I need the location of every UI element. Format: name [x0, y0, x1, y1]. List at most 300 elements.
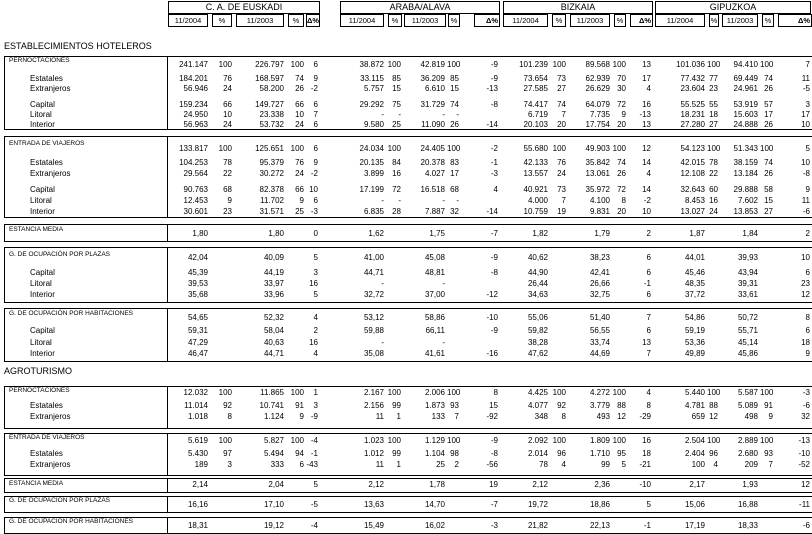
data-cell: 66 — [295, 100, 304, 109]
data-cell: 18 — [709, 110, 718, 119]
data-cell: 43,94 — [737, 268, 758, 277]
row-separator — [168, 241, 812, 242]
data-cell: 48,81 — [424, 268, 445, 277]
data-cell: -4 — [310, 521, 318, 530]
row-separator — [168, 56, 812, 57]
data-cell: -9 — [490, 74, 498, 83]
data-cell: 27 — [764, 207, 773, 216]
block-label-box — [4, 56, 168, 130]
data-cell: 6 — [646, 268, 651, 277]
data-cell: 5.494 — [263, 449, 284, 458]
block-title: ESTANCIA MEDIA — [9, 480, 64, 487]
data-cell: 59,82 — [527, 326, 548, 335]
data-cell: 35.972 — [585, 185, 610, 194]
data-cell: 1 — [396, 412, 401, 421]
row-label: Extranjeros — [30, 169, 71, 178]
data-cell: 99 — [392, 401, 401, 410]
column-header: % — [552, 14, 566, 27]
data-cell: 1.809 — [589, 436, 610, 445]
data-cell: 66,11 — [425, 326, 445, 335]
block-title: PERNOCTACIONES — [9, 387, 70, 394]
region-header: BIZKAIA — [503, 1, 653, 14]
data-cell: 100 — [290, 144, 304, 153]
data-cell: -56 — [486, 460, 498, 469]
data-cell: 23 — [709, 84, 718, 93]
data-cell: 13.027 — [680, 207, 705, 216]
block-title: G. DE OCUPACIÓN POR HABITACIONES — [9, 310, 133, 317]
column-header: % — [388, 14, 402, 27]
data-cell: 7.602 — [737, 196, 758, 205]
data-cell: -3 — [490, 521, 498, 530]
data-cell: 6 — [805, 326, 810, 335]
data-cell: 29.564 — [183, 169, 208, 178]
data-cell: 11.090 — [421, 120, 445, 129]
column-header: % — [448, 14, 460, 27]
data-cell: 24 — [223, 84, 232, 93]
data-cell: 184.201 — [179, 74, 208, 83]
data-cell: 241.147 — [179, 60, 208, 69]
data-cell: 24.950 — [183, 110, 208, 119]
data-cell: 76 — [295, 158, 304, 167]
row-separator — [168, 217, 812, 218]
data-cell: 25 — [436, 460, 445, 469]
data-cell: 51.343 — [733, 144, 758, 153]
data-cell: 94.410 — [733, 60, 758, 69]
data-cell: 16,88 — [737, 500, 758, 509]
data-cell: 2.167 — [363, 388, 384, 397]
data-cell: 54.123 — [680, 144, 705, 153]
data-cell: -6 — [802, 401, 810, 410]
data-cell: 26 — [764, 84, 773, 93]
data-cell: -1 — [643, 521, 651, 530]
row-separator — [168, 386, 812, 387]
data-cell: 62.939 — [585, 74, 610, 83]
data-cell: 26 — [764, 169, 773, 178]
row-label: Estatales — [30, 449, 63, 458]
data-cell: 58 — [764, 185, 773, 194]
column-header: Δ% — [307, 16, 320, 25]
data-cell: 1.710 — [589, 449, 610, 458]
data-cell: 100 — [760, 144, 774, 153]
data-cell: - — [381, 279, 384, 288]
data-cell: 100 — [218, 60, 232, 69]
data-cell: 18,31 — [187, 521, 208, 530]
data-cell: 19,72 — [527, 500, 548, 509]
data-cell: 85 — [450, 74, 459, 83]
data-cell: 9 — [621, 110, 626, 119]
data-cell: 46,47 — [187, 349, 208, 358]
column-header: % — [288, 14, 304, 27]
data-cell: 6 — [646, 290, 651, 299]
data-cell: 11 — [801, 196, 810, 205]
data-cell: -3 — [490, 169, 498, 178]
data-cell: 17 — [642, 74, 651, 83]
data-cell: 88 — [617, 401, 626, 410]
data-cell: -52 — [798, 460, 810, 469]
data-cell: 44,71 — [363, 268, 384, 277]
column-header: Δ% — [474, 14, 500, 27]
data-cell: 12 — [709, 412, 718, 421]
data-cell: 92 — [223, 401, 232, 410]
data-cell: 16 — [642, 436, 651, 445]
data-cell: 5.587 — [737, 388, 758, 397]
data-cell: 1,93 — [742, 480, 758, 489]
data-cell: 5 — [313, 253, 318, 262]
data-cell: 45,39 — [187, 268, 208, 277]
data-cell: 4 — [313, 313, 318, 322]
data-cell: 47,29 — [187, 338, 208, 347]
data-cell: 1,78 — [429, 480, 445, 489]
data-cell: 18 — [642, 449, 651, 458]
data-cell: 4 — [646, 169, 651, 178]
data-cell: 73.654 — [523, 74, 548, 83]
data-cell: 13 — [642, 60, 651, 69]
data-cell: 12 — [801, 480, 810, 489]
data-cell: 4 — [313, 349, 318, 358]
data-cell: 99 — [601, 460, 610, 469]
data-cell: 59,19 — [684, 326, 705, 335]
block-title: PERNOCTACIONES — [9, 57, 70, 64]
data-cell: 22 — [223, 169, 232, 178]
data-cell: 37,00 — [424, 290, 445, 299]
data-cell: 45,08 — [424, 253, 445, 262]
data-cell: 6.835 — [363, 207, 384, 216]
data-cell: 100 — [290, 60, 304, 69]
data-cell: 8 — [621, 196, 626, 205]
data-cell: 100 — [447, 60, 461, 69]
data-cell: - — [456, 196, 459, 205]
row-label: Litoral — [30, 279, 52, 288]
data-cell: 1.104 — [424, 449, 445, 458]
data-cell: 93 — [450, 401, 459, 410]
data-cell: 42,41 — [589, 268, 610, 277]
data-cell: 7 — [561, 196, 566, 205]
data-cell: 12 — [801, 290, 810, 299]
data-cell: 2,12 — [368, 480, 384, 489]
data-cell: -1 — [490, 158, 498, 167]
data-cell: 25 — [295, 207, 304, 216]
data-cell: -9 — [490, 253, 498, 262]
column-header: % — [762, 14, 774, 27]
data-cell: 55,06 — [527, 313, 548, 322]
data-cell: 74 — [295, 74, 304, 83]
data-cell: 13 — [642, 120, 651, 129]
data-cell: 21,82 — [527, 521, 548, 530]
data-cell: 5.430 — [187, 449, 208, 458]
data-cell: 7 — [646, 313, 651, 322]
data-cell: 100 — [760, 60, 774, 69]
data-cell: 26 — [450, 120, 459, 129]
data-cell: 9 — [768, 412, 773, 421]
data-cell: 17 — [450, 169, 459, 178]
data-cell: -13 — [639, 110, 651, 119]
row-label: Capital — [30, 185, 55, 194]
data-cell: 6 — [313, 60, 318, 69]
data-cell: 20.103 — [523, 120, 548, 129]
data-cell: 15,06 — [684, 500, 705, 509]
data-cell: 6 — [313, 100, 318, 109]
column-header: 11/2004 — [340, 14, 384, 27]
data-cell: 5.619 — [187, 436, 208, 445]
data-cell: 24.034 — [359, 144, 384, 153]
data-cell: 32 — [450, 207, 459, 216]
data-cell: 45,86 — [737, 349, 758, 358]
data-cell: 2.680 — [737, 449, 758, 458]
data-cell: - — [442, 279, 445, 288]
data-cell: 100 — [218, 436, 232, 445]
data-cell: 22 — [709, 169, 718, 178]
data-cell: 100 — [612, 388, 626, 397]
data-cell: 5 — [313, 290, 318, 299]
data-cell: -10 — [639, 480, 651, 489]
block-title: G. DE OCUPACIÓN POR PLAZAS — [9, 251, 111, 258]
data-cell: 1,82 — [532, 229, 548, 238]
data-cell: 12.108 — [680, 169, 705, 178]
data-cell: -1 — [310, 449, 318, 458]
data-cell: 15 — [489, 401, 498, 410]
row-label: Capital — [30, 326, 55, 335]
data-cell: 101.036 — [676, 60, 705, 69]
data-cell: 209 — [744, 460, 758, 469]
column-header: % — [212, 14, 232, 27]
data-cell: - — [456, 110, 459, 119]
data-cell: 42,04 — [187, 253, 208, 262]
data-cell: 30.601 — [183, 207, 208, 216]
row-separator — [168, 129, 812, 130]
data-cell: 20.135 — [359, 158, 384, 167]
data-cell: 23 — [223, 207, 232, 216]
data-cell: 33,97 — [263, 279, 284, 288]
data-cell: 35,08 — [363, 349, 384, 358]
data-cell: -10 — [798, 449, 810, 458]
data-cell: 10 — [642, 207, 651, 216]
data-cell: 31.571 — [259, 207, 284, 216]
data-cell: 4 — [646, 388, 651, 397]
data-cell: 40,63 — [263, 338, 284, 347]
data-cell: 125.651 — [255, 144, 284, 153]
data-cell: 58,86 — [424, 313, 445, 322]
column-header: 11/2004 — [503, 14, 548, 27]
data-cell: 68 — [450, 185, 459, 194]
data-cell: -3 — [310, 207, 318, 216]
data-cell: 34,63 — [527, 290, 548, 299]
data-cell: 5 — [805, 144, 810, 153]
row-label: Interior — [30, 349, 55, 358]
data-cell: 24.961 — [733, 84, 758, 93]
data-cell: -92 — [486, 412, 498, 421]
block-title: ESTANCIA MEDIA — [9, 226, 64, 233]
data-cell: 1.023 — [363, 436, 384, 445]
row-separator — [168, 496, 812, 497]
data-cell: 7 — [561, 110, 566, 119]
data-cell: 100 — [707, 436, 721, 445]
data-cell: 27.280 — [680, 120, 705, 129]
data-cell: 1.012 — [363, 449, 384, 458]
data-cell: 78 — [709, 158, 718, 167]
data-cell: 24 — [223, 120, 232, 129]
data-cell: 100 — [387, 436, 401, 445]
data-cell: 16.518 — [420, 185, 445, 194]
data-cell: -2 — [310, 84, 318, 93]
data-cell: 149.727 — [255, 100, 284, 109]
data-cell: 16,16 — [187, 500, 208, 509]
data-cell: 32 — [801, 412, 810, 421]
data-cell: 59,88 — [363, 326, 384, 335]
data-cell: 100 — [387, 388, 401, 397]
row-label: Estatales — [30, 401, 63, 410]
data-cell: 37,72 — [684, 290, 705, 299]
data-cell: 17.199 — [359, 185, 384, 194]
data-cell: 12.032 — [183, 388, 208, 397]
data-cell: 15 — [392, 84, 401, 93]
data-cell: 91 — [764, 401, 773, 410]
data-cell: 17,19 — [684, 521, 705, 530]
data-cell: 100 — [707, 388, 721, 397]
data-cell: 100 — [691, 460, 705, 469]
data-cell: 13 — [642, 338, 651, 347]
data-cell: 33,74 — [589, 338, 610, 347]
data-cell: 24.888 — [733, 120, 758, 129]
data-cell: 133.817 — [179, 144, 208, 153]
data-cell: 2.504 — [684, 436, 705, 445]
row-label: Estatales — [30, 74, 63, 83]
data-cell: 10.741 — [259, 401, 284, 410]
data-cell: -4 — [310, 436, 318, 445]
data-cell: 48,35 — [684, 279, 705, 288]
data-cell: 26,66 — [589, 279, 610, 288]
data-cell: - — [398, 110, 401, 119]
data-cell: 18,33 — [737, 521, 758, 530]
data-cell: 13.061 — [585, 169, 610, 178]
data-cell: 8.453 — [684, 196, 705, 205]
data-cell: 73 — [557, 185, 566, 194]
data-cell: 10 — [801, 120, 810, 129]
data-cell: -9 — [490, 60, 498, 69]
data-cell: 15 — [450, 84, 459, 93]
data-cell: 24 — [295, 120, 304, 129]
data-cell: 5 — [646, 500, 651, 509]
data-cell: 68 — [223, 185, 232, 194]
data-cell: 2.092 — [527, 436, 548, 445]
data-cell: 100 — [612, 436, 626, 445]
data-cell: 100 — [447, 436, 461, 445]
data-cell: -29 — [639, 412, 651, 421]
data-cell: 2 — [805, 229, 810, 238]
data-cell: 44,71 — [263, 349, 284, 358]
data-cell: 13,63 — [363, 500, 384, 509]
data-cell: 74.417 — [523, 100, 548, 109]
data-cell: 29.888 — [733, 185, 758, 194]
data-cell: 168.597 — [255, 74, 284, 83]
data-cell: 498 — [744, 412, 758, 421]
data-cell: - — [381, 196, 384, 205]
data-cell: 44,01 — [684, 253, 705, 262]
data-cell: 5.440 — [684, 388, 705, 397]
data-cell: 8 — [805, 313, 810, 322]
data-cell: 18.231 — [680, 110, 705, 119]
data-cell: -7 — [490, 500, 498, 509]
data-cell: 30 — [617, 84, 626, 93]
data-cell: -10 — [486, 313, 498, 322]
data-cell: 66 — [295, 185, 304, 194]
data-cell: 53,36 — [684, 338, 705, 347]
data-cell: 4.100 — [589, 196, 610, 205]
data-cell: -6 — [802, 207, 810, 216]
row-separator — [168, 308, 812, 309]
row-label: Extranjeros — [30, 84, 71, 93]
data-cell: 100 — [612, 60, 626, 69]
data-cell: 9 — [313, 74, 318, 83]
data-cell: 13.557 — [523, 169, 548, 178]
row-separator — [168, 475, 812, 476]
block-title: G. DE OCUPACIÓN POR PLAZAS — [9, 497, 111, 504]
region-header: GIPUZKOA — [655, 1, 811, 14]
data-cell: 15,49 — [363, 521, 384, 530]
data-cell: 95.379 — [259, 158, 284, 167]
column-header: 11/2003 — [236, 14, 284, 27]
data-cell: 64.079 — [585, 100, 610, 109]
data-cell: 100 — [290, 388, 304, 397]
data-cell: 3 — [313, 401, 318, 410]
data-cell: 3 — [805, 100, 810, 109]
data-cell: 100 — [612, 144, 626, 153]
data-cell: - — [398, 196, 401, 205]
data-cell: 18,86 — [589, 500, 610, 509]
data-cell: 6 — [313, 120, 318, 129]
data-cell: 4.000 — [527, 196, 548, 205]
data-cell: 16 — [642, 100, 651, 109]
data-cell: 189 — [194, 460, 208, 469]
data-cell: 76 — [223, 74, 232, 83]
data-cell: 8 — [493, 388, 498, 397]
row-label: Extranjeros — [30, 412, 71, 421]
data-cell: 56,55 — [589, 326, 610, 335]
data-cell: 45,14 — [737, 338, 758, 347]
data-cell: 42.819 — [420, 60, 445, 69]
data-cell: 74 — [764, 158, 773, 167]
data-cell: 14 — [642, 158, 651, 167]
data-cell: 40,62 — [527, 253, 548, 262]
data-cell: 24 — [557, 169, 566, 178]
data-cell: 6 — [646, 253, 651, 262]
data-cell: -13 — [486, 84, 498, 93]
data-cell: 69.449 — [733, 74, 758, 83]
data-cell: 9.580 — [363, 120, 384, 129]
data-cell: 100 — [552, 436, 566, 445]
data-cell: 53,12 — [363, 313, 384, 322]
data-cell: 4 — [493, 185, 498, 194]
section-title: AGROTURISMO — [4, 366, 73, 376]
data-cell: 10 — [309, 185, 318, 194]
data-cell: 74 — [764, 74, 773, 83]
data-cell: 18 — [801, 338, 810, 347]
data-cell: -11 — [799, 500, 810, 509]
data-cell: 2 — [646, 229, 651, 238]
row-separator — [168, 512, 812, 513]
data-cell: 25 — [392, 120, 401, 129]
data-cell: 39,93 — [737, 253, 758, 262]
column-header: 11/2003 — [722, 14, 758, 27]
row-separator — [168, 492, 812, 493]
data-cell: 100 — [760, 388, 774, 397]
data-cell: 9 — [227, 196, 232, 205]
data-cell: 13.184 — [733, 169, 758, 178]
data-cell: -5 — [802, 84, 810, 93]
data-cell: 20 — [617, 120, 626, 129]
data-cell: 10 — [801, 158, 810, 167]
data-cell: 90.763 — [183, 185, 208, 194]
data-cell: -14 — [486, 120, 498, 129]
